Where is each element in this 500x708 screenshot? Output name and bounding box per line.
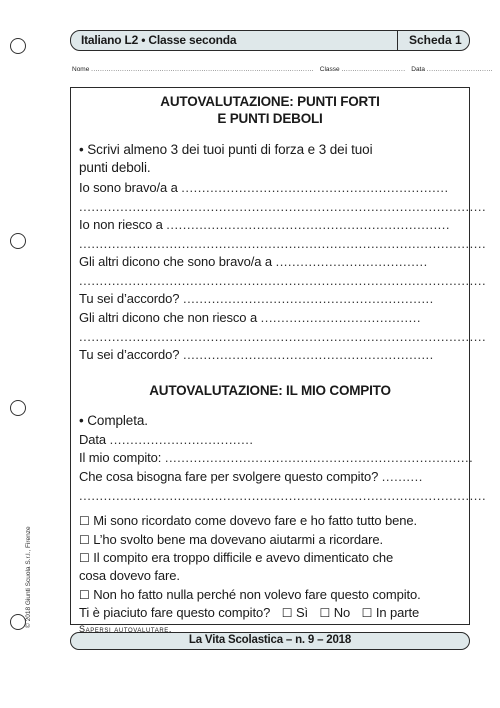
- checkbox-row-2: [79, 532, 383, 548]
- prompt-altri-bravo: [79, 254, 428, 269]
- nome-field[interactable]: .....................................................................................................: [91, 66, 314, 73]
- data-prompt-label: Data: [79, 432, 107, 447]
- prompt-altri-non-riesco-label: Gli altri dicono che non riesco a: [79, 310, 258, 325]
- option-in-parte-label: In parte: [375, 605, 420, 620]
- section2-instruction: • Completa.: [79, 413, 148, 428]
- checkbox-2[interactable]: ☐: [79, 533, 90, 547]
- footer-bar: [70, 632, 470, 650]
- classe-label: Classe: [319, 66, 340, 73]
- checkbox-3[interactable]: ☐: [79, 551, 90, 565]
- answer-line[interactable]: ...................................................................................................: [79, 488, 487, 503]
- prompt-non-riesco: [79, 217, 450, 232]
- checkbox-2-label: L’ho svolto bene ma dovevano aiutarmi a ricordare.: [93, 532, 384, 547]
- data-answer-field[interactable]: ...................................: [109, 432, 254, 447]
- section1-instruction-line2: punti deboli.: [79, 160, 151, 175]
- prompt-altri-non-riesco: [79, 310, 421, 325]
- binder-hole-2: [10, 233, 26, 249]
- question-prompt: [79, 469, 423, 484]
- answer-field-non-riesco[interactable]: .....................................................................: [166, 217, 451, 232]
- compito-answer-field[interactable]: ...........................................................................: [164, 450, 474, 465]
- header-bar: [70, 30, 470, 51]
- checkbox-4[interactable]: ☐: [79, 588, 90, 602]
- prompt-accordo-1: [79, 291, 434, 306]
- checkbox-1[interactable]: ☐: [79, 514, 90, 528]
- header-separator: [397, 31, 398, 50]
- scheda-label: Scheda 1: [409, 33, 462, 47]
- checkbox-3-label: Il compito era troppo difficile e avevo dimenticato che: [93, 550, 394, 565]
- header-title: Italiano L2 • Classe seconda: [81, 33, 237, 47]
- answer-line[interactable]: ...................................................................................................: [79, 329, 487, 344]
- checkbox-3-label-line2: cosa dovevo fare.: [79, 568, 180, 583]
- prompt-bravo: [79, 180, 449, 195]
- prompt-non-riesco-label: Io non riesco a: [79, 217, 163, 232]
- checkbox-row-4: [79, 587, 421, 603]
- question-label: Che cosa bisogna fare per svolgere questo compito?: [79, 469, 379, 484]
- data-label: Data: [411, 66, 425, 73]
- checkbox-no[interactable]: ☐: [319, 606, 331, 620]
- nome-label: Nome: [72, 66, 90, 73]
- data-prompt: [79, 432, 254, 447]
- footer-text: La Vita Scolastica – n. 9 – 2018: [188, 634, 352, 646]
- classe-field[interactable]: .............................: [341, 66, 406, 73]
- answer-field-accordo-1[interactable]: .............................................................: [182, 291, 434, 306]
- data-field[interactable]: ..............................: [426, 66, 493, 73]
- answer-field-bravo[interactable]: .................................................................: [181, 180, 449, 195]
- answer-line[interactable]: ...................................................................................................: [79, 273, 487, 288]
- answer-field-altri-non-riesco[interactable]: .......................................: [260, 310, 421, 325]
- student-info-row: [72, 66, 493, 73]
- option-no-label: No: [333, 605, 351, 620]
- section1-instruction-line1: • Scrivi almeno 3 dei tuoi punti di forza e 3 dei tuoi: [79, 142, 373, 157]
- prompt-bravo-label: Io sono bravo/a a: [79, 180, 178, 195]
- compito-label: Il mio compito:: [79, 450, 162, 465]
- copyright-notice: © 2018 Giunti Scuola S.r.l., Firenze: [25, 526, 32, 628]
- checkbox-si[interactable]: ☐: [281, 606, 293, 620]
- prompt-accordo-1-label: Tu sei d’accordo?: [79, 291, 180, 306]
- liked-question: Ti è piaciuto fare questo compito?: [79, 605, 271, 620]
- liked-row: [79, 605, 419, 621]
- compito-prompt: [79, 450, 473, 465]
- section1-title-line2: E PUNTI DEBOLI: [217, 111, 323, 126]
- checkbox-in-parte[interactable]: ☐: [361, 606, 373, 620]
- option-si-label: Sì: [295, 605, 309, 620]
- answer-line[interactable]: ...................................................................................................: [79, 236, 487, 251]
- checkbox-row-1: [79, 513, 417, 529]
- prompt-accordo-2: [79, 347, 434, 362]
- section1-title-line1: AUTOVALUTAZIONE: PUNTI FORTI: [160, 94, 380, 109]
- binder-hole-3: [10, 400, 26, 416]
- checkbox-row-3: [79, 550, 393, 566]
- skill-caption: Sapersi autovalutare.: [79, 624, 172, 634]
- answer-field-accordo-2[interactable]: .............................................................: [182, 347, 434, 362]
- prompt-altri-bravo-label: Gli altri dicono che sono bravo/a a: [79, 254, 273, 269]
- section2-title: AUTOVALUTAZIONE: IL MIO COMPITO: [149, 383, 391, 398]
- checkbox-1-label: Mi sono ricordato come dovevo fare e ho fatto tutto bene.: [93, 513, 418, 528]
- answer-field-altri-bravo[interactable]: .....................................: [275, 254, 428, 269]
- prompt-accordo-2-label: Tu sei d’accordo?: [79, 347, 180, 362]
- checkbox-4-label: Non ho fatto nulla perché non volevo fare questo compito.: [93, 587, 421, 602]
- binder-hole-1: [10, 38, 26, 54]
- question-answer-field[interactable]: ..........: [381, 469, 423, 484]
- binder-hole-4: [10, 614, 26, 630]
- answer-line[interactable]: ...................................................................................................: [79, 199, 487, 214]
